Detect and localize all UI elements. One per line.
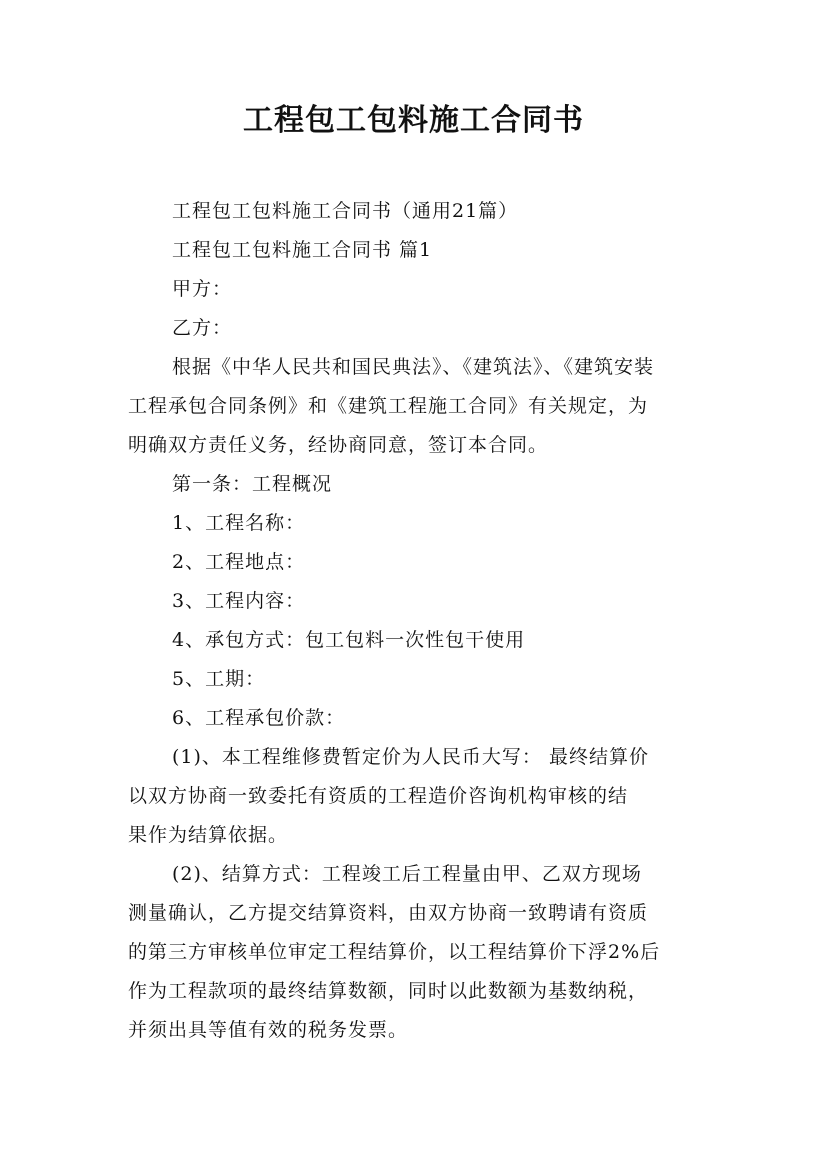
paragraph-line: 第一条：工程概况	[172, 473, 333, 495]
paragraph-line: 工程承包合同条例》和《建筑工程施工合同》有关规定，为	[128, 395, 649, 417]
paragraph-line: 1、工程名称：	[172, 512, 306, 534]
document-title: 工程包工包料施工合同书	[243, 103, 584, 138]
paragraph-article-one	[128, 465, 702, 504]
paragraph-line: 3、工程内容：	[172, 590, 306, 612]
paragraph-line: 明确双方责任义务，经协商同意，签订本合同。	[128, 434, 549, 456]
paragraph-line: 工程包工包料施工合同书（通用21篇）	[172, 200, 519, 222]
paragraph-party-a	[128, 270, 702, 309]
paragraph-line: 以双方协商一致委托有资质的工程造价咨询机构审核的结	[128, 785, 629, 807]
paragraph-line: 乙方：	[172, 317, 233, 339]
paragraph-item-project-location	[128, 543, 702, 582]
paragraph-item-duration	[128, 660, 702, 699]
document-body	[128, 192, 702, 1050]
paragraph-line: 果作为结算依据。	[128, 824, 289, 846]
paragraph-party-b	[128, 309, 702, 348]
paragraph-line: 4、承包方式：包工包料一次性包干使用	[172, 629, 526, 651]
paragraph-item-contract-price	[128, 699, 702, 738]
paragraph-legal-basis	[128, 348, 702, 465]
paragraph-part-heading	[128, 231, 702, 270]
paragraph-line: 6、工程承包价款：	[172, 707, 346, 729]
paragraph-line: (2)、结算方式：工程竣工后工程量由甲、乙双方现场	[172, 863, 642, 885]
paragraph-line: 作为工程款项的最终结算数额，同时以此数额为基数纳税，	[128, 980, 649, 1002]
paragraph-line: (1)、本工程维修费暂定价为人民币大写： 最终结算价	[172, 746, 649, 768]
paragraph-line: 的第三方审核单位审定工程结算价，以工程结算价下浮2%后	[128, 941, 661, 963]
paragraph-line: 2、工程地点：	[172, 551, 306, 573]
paragraph-price-clause-1	[128, 738, 702, 855]
paragraph-line: 5、工期：	[172, 668, 266, 690]
paragraph-price-clause-2	[128, 855, 702, 1050]
paragraph-line: 根据《中华人民共和国民典法》、《建筑法》、《建筑安装	[172, 356, 655, 378]
paragraph-item-contract-method	[128, 621, 702, 660]
paragraph-line: 甲方：	[172, 278, 233, 300]
paragraph-line: 并须出具等值有效的税务发票。	[128, 1019, 409, 1041]
paragraph-line: 测量确认，乙方提交结算资料，由双方协商一致聘请有资质	[128, 902, 649, 924]
paragraph-item-project-name	[128, 504, 702, 543]
paragraph-line: 工程包工包料施工合同书 篇1	[172, 239, 433, 261]
paragraph-item-project-content	[128, 582, 702, 621]
paragraph-subtitle	[128, 192, 702, 231]
